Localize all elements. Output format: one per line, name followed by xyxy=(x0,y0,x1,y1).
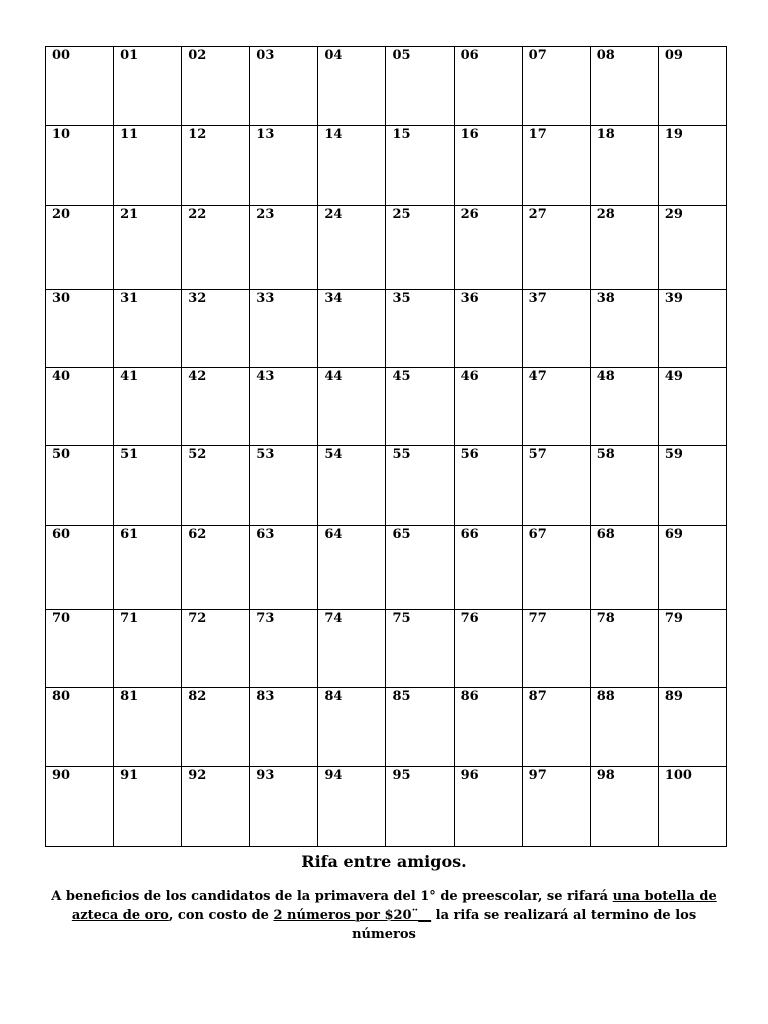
raffle-number: 43 xyxy=(256,369,275,384)
raffle-number-cell[interactable] xyxy=(250,206,318,290)
raffle-number: 22 xyxy=(188,207,207,222)
raffle-number-cell[interactable] xyxy=(386,688,454,767)
raffle-number: 77 xyxy=(528,611,547,626)
raffle-number-cell[interactable] xyxy=(590,767,658,847)
raffle-number-cell[interactable] xyxy=(250,368,318,446)
raffle-number-cell[interactable] xyxy=(590,290,658,368)
raffle-number: 64 xyxy=(324,527,343,542)
raffle-number-cell[interactable] xyxy=(522,290,590,368)
raffle-number: 27 xyxy=(528,207,547,222)
raffle-number-cell[interactable] xyxy=(182,368,250,446)
raffle-number-cell[interactable] xyxy=(658,368,726,446)
raffle-number: 35 xyxy=(392,291,411,306)
grid-row xyxy=(46,610,727,688)
grid-row xyxy=(46,526,727,610)
raffle-number-cell[interactable] xyxy=(454,126,522,206)
raffle-number-cell[interactable] xyxy=(46,206,114,290)
raffle-number: 72 xyxy=(188,611,207,626)
raffle-number-cell[interactable] xyxy=(386,767,454,847)
description-cost-intro: , con costo de xyxy=(168,908,274,923)
raffle-number: 10 xyxy=(52,127,71,142)
raffle-number: 59 xyxy=(664,447,683,462)
price-text: 2 números por $20¨__ xyxy=(273,908,432,923)
raffle-number-cell[interactable] xyxy=(658,126,726,206)
raffle-number-cell[interactable] xyxy=(658,767,726,847)
raffle-number: 48 xyxy=(596,369,615,384)
raffle-number: 93 xyxy=(256,768,275,783)
description-intro: A beneficios de los candidatos de la primavera del 1° de preescolar, se rifará xyxy=(51,889,613,904)
raffle-number-cell[interactable] xyxy=(454,368,522,446)
raffle-number: 70 xyxy=(52,611,71,626)
raffle-number: 38 xyxy=(596,291,615,306)
raffle-number: 67 xyxy=(528,527,547,542)
raffle-number-cell[interactable] xyxy=(250,688,318,767)
raffle-number-cell[interactable] xyxy=(658,610,726,688)
raffle-number: 21 xyxy=(120,207,139,222)
raffle-number-cell[interactable] xyxy=(522,526,590,610)
raffle-number-cell[interactable] xyxy=(114,767,182,847)
raffle-number-cell[interactable] xyxy=(386,368,454,446)
raffle-number: 54 xyxy=(324,447,343,462)
raffle-number-cell[interactable] xyxy=(590,206,658,290)
raffle-number-cell[interactable] xyxy=(46,610,114,688)
raffle-number-cell[interactable] xyxy=(250,446,318,526)
raffle-number-cell[interactable] xyxy=(522,206,590,290)
raffle-number-cell[interactable] xyxy=(114,526,182,610)
raffle-number: 33 xyxy=(256,291,275,306)
raffle-number: 60 xyxy=(52,527,71,542)
raffle-number-cell[interactable] xyxy=(386,126,454,206)
grid-row xyxy=(46,446,727,526)
raffle-number-cell[interactable] xyxy=(386,206,454,290)
raffle-number: 78 xyxy=(596,611,615,626)
raffle-number-cell[interactable] xyxy=(318,368,386,446)
raffle-number-cell[interactable] xyxy=(318,526,386,610)
raffle-number: 17 xyxy=(528,127,547,142)
raffle-number: 63 xyxy=(256,527,275,542)
raffle-number: 68 xyxy=(596,527,615,542)
raffle-number: 41 xyxy=(120,369,139,384)
raffle-number: 44 xyxy=(324,369,343,384)
raffle-number: 84 xyxy=(324,689,343,704)
raffle-number: 37 xyxy=(528,291,547,306)
raffle-number-cell[interactable] xyxy=(658,290,726,368)
raffle-number-cell[interactable] xyxy=(318,446,386,526)
raffle-description xyxy=(50,887,718,944)
raffle-number: 25 xyxy=(392,207,411,222)
raffle-number: 56 xyxy=(460,447,479,462)
raffle-number: 24 xyxy=(324,207,343,222)
raffle-number: 88 xyxy=(596,689,615,704)
raffle-number-cell[interactable] xyxy=(522,446,590,526)
raffle-number: 61 xyxy=(120,527,139,542)
raffle-number: 11 xyxy=(120,127,139,142)
raffle-number-cell[interactable] xyxy=(590,446,658,526)
raffle-number-cell[interactable] xyxy=(454,290,522,368)
raffle-number: 73 xyxy=(256,611,275,626)
raffle-number-cell[interactable] xyxy=(114,206,182,290)
raffle-number-cell[interactable] xyxy=(318,610,386,688)
raffle-number: 74 xyxy=(324,611,343,626)
raffle-number-cell[interactable] xyxy=(182,290,250,368)
raffle-number-cell[interactable] xyxy=(590,47,658,126)
raffle-number: 08 xyxy=(596,48,615,63)
raffle-number: 87 xyxy=(528,689,547,704)
raffle-number: 42 xyxy=(188,369,207,384)
raffle-number: 49 xyxy=(664,369,683,384)
raffle-number: 01 xyxy=(120,48,139,63)
raffle-number: 47 xyxy=(528,369,547,384)
raffle-number: 13 xyxy=(256,127,275,142)
raffle-number-cell[interactable] xyxy=(386,526,454,610)
raffle-number: 46 xyxy=(460,369,479,384)
raffle-number: 00 xyxy=(52,48,71,63)
raffle-number-cell[interactable] xyxy=(522,126,590,206)
raffle-number-cell[interactable] xyxy=(182,126,250,206)
raffle-number: 65 xyxy=(392,527,411,542)
raffle-number: 19 xyxy=(664,127,683,142)
raffle-number-cell[interactable] xyxy=(454,526,522,610)
raffle-number: 05 xyxy=(392,48,411,63)
raffle-number-cell[interactable] xyxy=(250,526,318,610)
raffle-number-cell[interactable] xyxy=(454,206,522,290)
raffle-number: 100 xyxy=(664,768,692,783)
raffle-number: 40 xyxy=(52,369,71,384)
raffle-number: 51 xyxy=(120,447,139,462)
raffle-number-cell[interactable] xyxy=(250,47,318,126)
raffle-number: 98 xyxy=(596,768,615,783)
raffle-number-cell[interactable] xyxy=(318,290,386,368)
raffle-number-cell[interactable] xyxy=(182,526,250,610)
raffle-number: 58 xyxy=(596,447,615,462)
raffle-number: 16 xyxy=(460,127,479,142)
raffle-number: 45 xyxy=(392,369,411,384)
raffle-number-cell[interactable] xyxy=(386,446,454,526)
raffle-number-cell[interactable] xyxy=(114,126,182,206)
raffle-number-cell[interactable] xyxy=(182,446,250,526)
raffle-number-cell[interactable] xyxy=(454,767,522,847)
raffle-number: 12 xyxy=(188,127,207,142)
raffle-number-cell[interactable] xyxy=(250,290,318,368)
raffle-number: 95 xyxy=(392,768,411,783)
raffle-number-cell[interactable] xyxy=(46,368,114,446)
raffle-number-cell[interactable] xyxy=(590,688,658,767)
raffle-number-cell[interactable] xyxy=(658,526,726,610)
raffle-number: 31 xyxy=(120,291,139,306)
raffle-number: 07 xyxy=(528,48,547,63)
raffle-number-cell[interactable] xyxy=(114,47,182,126)
raffle-number-cell[interactable] xyxy=(658,446,726,526)
raffle-number-cell[interactable] xyxy=(386,47,454,126)
raffle-number: 75 xyxy=(392,611,411,626)
raffle-number-cell[interactable] xyxy=(454,688,522,767)
raffle-number-cell[interactable] xyxy=(590,126,658,206)
raffle-number-cell[interactable] xyxy=(658,206,726,290)
raffle-number-cell[interactable] xyxy=(114,290,182,368)
raffle-number: 50 xyxy=(52,447,71,462)
raffle-number-cell[interactable] xyxy=(114,610,182,688)
raffle-number-cell[interactable] xyxy=(454,446,522,526)
raffle-number-cell[interactable] xyxy=(114,446,182,526)
grid-row xyxy=(46,47,727,126)
raffle-number: 97 xyxy=(528,768,547,783)
raffle-number-cell[interactable] xyxy=(590,610,658,688)
raffle-number: 76 xyxy=(460,611,479,626)
raffle-number: 79 xyxy=(664,611,683,626)
grid-row xyxy=(46,688,727,767)
raffle-number-cell[interactable] xyxy=(182,610,250,688)
raffle-number: 57 xyxy=(528,447,547,462)
raffle-number: 96 xyxy=(460,768,479,783)
raffle-number-cell[interactable] xyxy=(250,610,318,688)
raffle-number-cell[interactable] xyxy=(318,47,386,126)
raffle-number-cell[interactable] xyxy=(114,688,182,767)
raffle-number: 03 xyxy=(256,48,275,63)
raffle-number-cell[interactable] xyxy=(522,368,590,446)
raffle-number: 04 xyxy=(324,48,343,63)
raffle-number: 66 xyxy=(460,527,479,542)
grid-row xyxy=(46,206,727,290)
raffle-number: 55 xyxy=(392,447,411,462)
raffle-number-cell[interactable] xyxy=(46,526,114,610)
raffle-number: 28 xyxy=(596,207,615,222)
raffle-number: 90 xyxy=(52,768,71,783)
prize-text: una botella de azteca de oro xyxy=(71,889,717,923)
raffle-number: 53 xyxy=(256,447,275,462)
raffle-number: 86 xyxy=(460,689,479,704)
raffle-number-cell[interactable] xyxy=(454,47,522,126)
raffle-number: 14 xyxy=(324,127,343,142)
raffle-number: 69 xyxy=(664,527,683,542)
description-closing: la rifa se realizará al termino de los números xyxy=(352,908,697,942)
raffle-number: 85 xyxy=(392,689,411,704)
raffle-number-cell[interactable] xyxy=(522,767,590,847)
raffle-number-cell[interactable] xyxy=(386,290,454,368)
raffle-number: 36 xyxy=(460,291,479,306)
raffle-number-cell[interactable] xyxy=(182,688,250,767)
raffle-title: Rifa entre amigos. xyxy=(301,852,467,871)
raffle-number-cell[interactable] xyxy=(454,610,522,688)
raffle-number: 26 xyxy=(460,207,479,222)
raffle-number-cell[interactable] xyxy=(114,368,182,446)
raffle-number: 30 xyxy=(52,291,71,306)
raffle-number-cell[interactable] xyxy=(318,206,386,290)
raffle-number-grid xyxy=(45,46,727,847)
raffle-number-cell[interactable] xyxy=(522,688,590,767)
raffle-number-cell[interactable] xyxy=(658,688,726,767)
raffle-number-cell[interactable] xyxy=(46,47,114,126)
raffle-number-cell[interactable] xyxy=(182,206,250,290)
raffle-number-cell[interactable] xyxy=(46,446,114,526)
raffle-number: 02 xyxy=(188,48,207,63)
raffle-number: 71 xyxy=(120,611,139,626)
raffle-number-cell[interactable] xyxy=(590,368,658,446)
raffle-number: 80 xyxy=(52,689,71,704)
raffle-number: 81 xyxy=(120,689,139,704)
raffle-number-cell[interactable] xyxy=(590,526,658,610)
raffle-number: 20 xyxy=(52,207,71,222)
grid-row xyxy=(46,767,727,847)
raffle-number: 94 xyxy=(324,768,343,783)
raffle-number-cell[interactable] xyxy=(522,610,590,688)
grid-row xyxy=(46,290,727,368)
raffle-number: 18 xyxy=(596,127,615,142)
raffle-number-cell[interactable] xyxy=(182,47,250,126)
raffle-number-cell[interactable] xyxy=(318,688,386,767)
grid-row xyxy=(46,368,727,446)
raffle-number: 39 xyxy=(664,291,683,306)
raffle-number-cell[interactable] xyxy=(318,767,386,847)
raffle-number: 92 xyxy=(188,768,207,783)
raffle-number: 89 xyxy=(664,689,683,704)
raffle-number: 32 xyxy=(188,291,207,306)
raffle-number-cell[interactable] xyxy=(46,767,114,847)
raffle-number-cell[interactable] xyxy=(318,126,386,206)
raffle-number-cell[interactable] xyxy=(182,767,250,847)
raffle-number: 52 xyxy=(188,447,207,462)
raffle-number-cell[interactable] xyxy=(658,47,726,126)
raffle-number: 15 xyxy=(392,127,411,142)
raffle-number-cell[interactable] xyxy=(46,126,114,206)
raffle-number-cell[interactable] xyxy=(250,126,318,206)
raffle-number: 23 xyxy=(256,207,275,222)
raffle-number: 34 xyxy=(324,291,343,306)
raffle-number: 83 xyxy=(256,689,275,704)
raffle-number: 62 xyxy=(188,527,207,542)
raffle-number: 06 xyxy=(460,48,479,63)
raffle-number-cell[interactable] xyxy=(522,47,590,126)
raffle-number: 09 xyxy=(664,48,683,63)
raffle-number-cell[interactable] xyxy=(386,610,454,688)
grid-row xyxy=(46,126,727,206)
raffle-number: 82 xyxy=(188,689,207,704)
raffle-number-cell[interactable] xyxy=(46,688,114,767)
raffle-number-cell[interactable] xyxy=(250,767,318,847)
raffle-number: 91 xyxy=(120,768,139,783)
raffle-number: 29 xyxy=(664,207,683,222)
raffle-number-cell[interactable] xyxy=(46,290,114,368)
